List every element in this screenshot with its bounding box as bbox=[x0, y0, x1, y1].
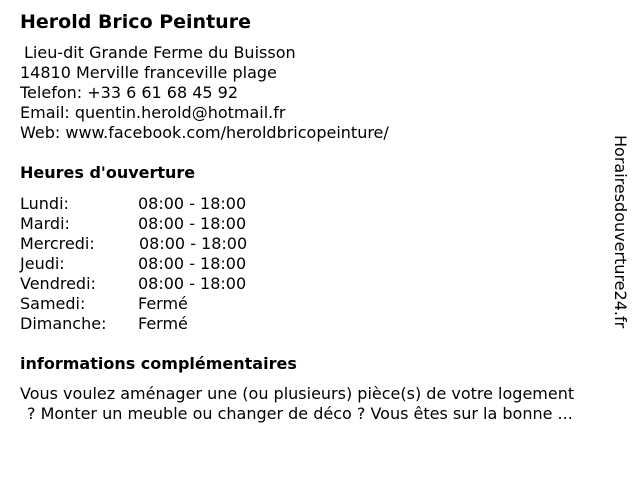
phone-line: Telefon: +33 6 61 68 45 92 bbox=[20, 83, 239, 102]
email-line: Email: quentin.herold@hotmail.fr bbox=[20, 103, 286, 122]
contact-block bbox=[20, 43, 389, 143]
day-label: Vendredi: bbox=[20, 274, 96, 293]
day-label: Jeudi: bbox=[20, 254, 65, 273]
day-hours: Fermé bbox=[138, 314, 188, 333]
day-label: Samedi: bbox=[20, 294, 86, 313]
hours-heading: Heures d'ouverture bbox=[20, 163, 196, 182]
web-line: Web: www.facebook.com/heroldbricopeinture/ bbox=[20, 123, 389, 142]
day-label: Dimanche: bbox=[20, 314, 107, 333]
day-hours: 08:00 - 18:00 bbox=[138, 254, 247, 273]
day-hours: 08:00 - 18:00 bbox=[138, 214, 247, 233]
info-line: Vous voulez aménager une (ou plusieurs) pièce(s) de votre logement bbox=[20, 384, 575, 403]
site-watermark: Horairesdouverture24.fr bbox=[611, 135, 630, 329]
day-hours: 08:00 - 18:00 bbox=[138, 194, 247, 213]
day-hours: 08:00 - 18:00 bbox=[139, 234, 248, 253]
day-hours: 08:00 - 18:00 bbox=[138, 274, 247, 293]
day-label: Lundi: bbox=[20, 194, 69, 213]
info-description bbox=[20, 384, 630, 424]
info-line: ? Monter un meuble ou changer de déco ? Vous êtes sur la bonne ... bbox=[27, 404, 573, 423]
day-label: Mercredi: bbox=[20, 234, 95, 253]
city-address: 14810 Merville franceville plage bbox=[20, 63, 277, 82]
day-label: Mardi: bbox=[20, 214, 70, 233]
street-address: Lieu-dit Grande Ferme du Buisson bbox=[24, 43, 296, 62]
info-heading: informations complémentaires bbox=[20, 354, 297, 373]
business-name: Herold Brico Peinture bbox=[20, 11, 251, 33]
day-hours: Fermé bbox=[138, 294, 188, 313]
